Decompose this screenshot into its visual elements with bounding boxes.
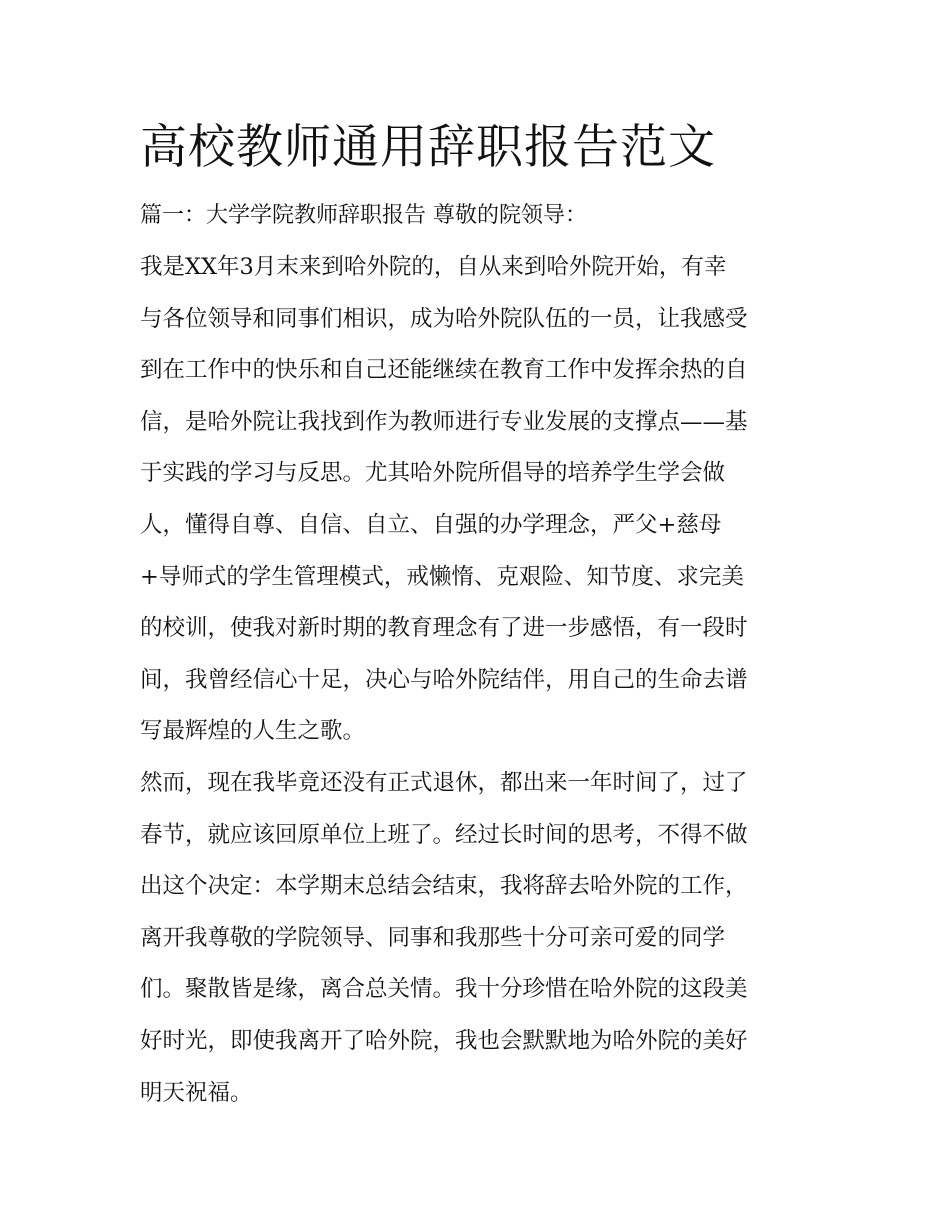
- text-line: 信，是哈外院让我找到作为教师进行专业发展的支撑点——基: [140, 408, 748, 435]
- text-line: 春节，就应该回原单位上班了。经过长时间的思考，不得不做: [140, 821, 748, 848]
- text-line: 们。聚散皆是缘，离合总关情。我十分珍惜在哈外院的这段美: [140, 976, 748, 1003]
- text-line: 离开我尊敬的学院领导、同事和我那些十分可亲可爱的同学: [140, 924, 726, 951]
- text-line: 我是XX年3月末来到哈外院的，自从来到哈外院开始，有幸: [140, 254, 727, 280]
- paragraph-2: [140, 758, 812, 1119]
- text-line: 间，我曾经信心十足，决心与哈外院结伴，用自己的生命去谱: [140, 666, 748, 693]
- text-line: 于实践的学习与反思。尤其哈外院所倡导的培养学生学会做: [140, 460, 726, 487]
- text-line: 到在工作中的快乐和自己还能继续在教育工作中发挥余热的自: [140, 357, 748, 384]
- text-line: 然而，现在我毕竟还没有正式退休，都出来一年时间了，过了: [140, 769, 748, 796]
- text-line: 好时光，即使我离开了哈外院，我也会默默地为哈外院的美好: [140, 1027, 748, 1054]
- section-heading: 篇一：大学学院教师辞职报告 尊敬的院领导：: [140, 203, 587, 228]
- document-body: [140, 118, 812, 1119]
- text-line: 人，懂得自尊、自信、自立、自强的办学理念，严父+慈母: [140, 511, 722, 538]
- text-line: 的校训，使我对新时期的教育理念有了进一步感悟，有一段时: [140, 615, 748, 642]
- text-line: +导师式的学生管理模式，戒懒惰、克艰险、知节度、求完美: [140, 563, 744, 590]
- text-line: 与各位领导和同事们相识，成为哈外院队伍的一员，让我感受: [140, 305, 748, 332]
- document-title: 高校教师通用辞职报告范文: [140, 120, 716, 175]
- text-line: 出这个决定：本学期末总结会结束，我将辞去哈外院的工作，: [140, 873, 748, 900]
- paragraph-1: [140, 242, 812, 758]
- text-line: 明天祝福。: [140, 1079, 253, 1106]
- text-line: 写最辉煌的人生之歌。: [140, 718, 366, 745]
